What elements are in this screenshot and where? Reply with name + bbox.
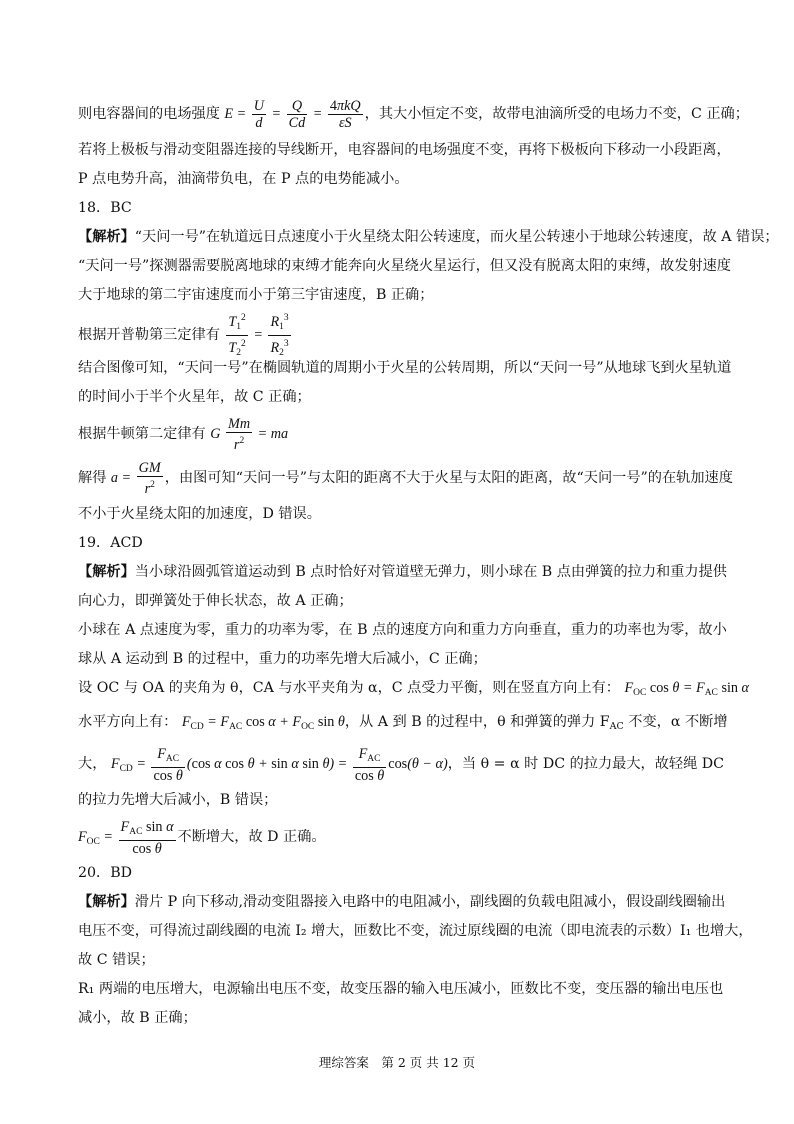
text-line: 设 OC 与 OA 的夹角为 θ，CA 与水平夹角为 α，C 点受力平衡，则在竖直方向上有： $F_{OC}$ $\cos \theta = F_{AC}$ sin α — [78, 680, 749, 698]
text-line: 解得 a = $\frac{GM}{r^2}$ ，由图可知“天问一号”与太阳的距离不大于火星与太阳的距离，故“天问一号”的在轨加速度 — [78, 460, 733, 498]
formula-oc-force: $F_{OC}$ = $\frac{F_{AC} \sin \alpha}{\text{cos θ}}$ — [78, 818, 174, 857]
text-line: 【解析】“天问一号”在轨道远日点速度小于火星绕太阳公转速度，而火星公转速小于地球公转速度，故 A 错误； — [78, 229, 779, 245]
page-footer: 理综答案 第 2 页 共 12 页 — [318, 1055, 476, 1070]
formula-acceleration: a = $\frac{GM}{r^2}$ — [110, 460, 161, 498]
question-number: 20．BD — [78, 865, 133, 881]
text-line: $F_{OC}$ = $\frac{F_{AC} \sin \alpha}{\text{cos θ}}$ 不断增大，故 D 正确。 — [78, 818, 326, 857]
text-line: 大， $F_{CD}$ = $\frac{F_{AC}}{\text{cos θ}}$ (cos α cos θ + sin α sin θ) = $\frac{F_{AC}}{\text{cos θ}}$ cos(θ − α)，当 θ = α 时 DC 的拉力最大，故轻绳 DC — [78, 745, 725, 784]
formula-newton: G $\frac{Mm}{r^2}$ = ma — [210, 416, 289, 454]
formula-field-strength: E = $\frac{U}{d}$ = $\frac{Q}{Cd}$ = $\frac{\text{4πkQ}}{\varepsilon S}$ — [224, 98, 361, 132]
text-line: R₁ 两端的电压增大，电源输出电压不变，故变压器的输入电压减小，匝数比不变，变压器的输出电压也 — [78, 981, 724, 997]
text-line: 的拉力先增大后减小，B 错误； — [78, 792, 278, 808]
text-line: 不小于火星绕太阳的加速度，D 错误。 — [78, 506, 321, 522]
text-line: 根据牛顿第二定律有 G $\frac{Mm}{r^2}$ = ma — [78, 416, 289, 454]
text-line: 电压不变，可得流过副线圈的电流 I₂ 增大，匝数比不变，流过原线圈的电流（即电流表的示数）I₁ 也增大， — [78, 923, 753, 939]
formula-vertical-balance: $F_{OC}$ $\cos \theta = F_{AC}$ sin α — [624, 680, 749, 698]
text-line: 的时间小于半个火星年，故 C 正确； — [78, 389, 311, 405]
answer-page — [78, 92, 779, 1033]
question-number: 19．ACD — [78, 535, 143, 551]
text-line: 根据开普勒第三定律有 $\frac{T_1^2}{T_2^2}$ = $\frac{R_1^3}{R_2^3}$ — [78, 310, 726, 354]
text-line: 故 C 错误； — [78, 952, 155, 968]
text-line: 【解析】当小球沿圆弧管道运动到 B 点时恰好对管道壁无弹力，则小球在 B 点由弹簧的拉力和重力提供 — [78, 564, 727, 580]
text-line: 若将上极板与滑动变阻器连接的导线断开，电容器间的电场强度不变，再将下极板向下移动一小段距离， — [78, 142, 731, 158]
text-line: “天问一号”探测器需要脱离地球的束缚才能奔向火星绕火星运行，但又没有脱离太阳的束缚，故发射速度 — [78, 258, 731, 274]
text-line: 向心力，即弹簧处于伸长状态，故 A 正确； — [78, 593, 353, 609]
analysis-marker: 【解析】 — [78, 564, 135, 580]
text-line: 球从 A 运动到 B 的过程中，重力的功率先增大后减小，C 正确； — [78, 651, 487, 667]
text-line: 水平方向上有： $F_{CD} = F_{AC}$ $\cos \alpha + F_{OC}$ sin θ，从 A 到 B 的过程中，θ 和弹簧的弹力 $F_{AC}$ 不变，α 不断增 — [78, 714, 728, 732]
formula-kepler: $\frac{T_1^2}{T_2^2}$ = $\frac{R_1^3}{R_2^3}$ — [224, 327, 292, 343]
formula-horizontal-balance: $F_{CD} = F_{AC}$ $\cos \alpha + F_{OC}$ sin θ — [181, 714, 345, 732]
text-line: 大于地球的第二宇宙速度而小于第三宇宙速度，B 正确； — [78, 287, 434, 303]
analysis-marker: 【解析】 — [78, 894, 135, 910]
formula-cd-tension: $F_{CD}$ = $\frac{F_{AC}}{\text{cos θ}}$ (cos α cos θ + sin α sin θ) = $\frac{F_{AC}}{\text{cos θ}}$ cos(θ − α) — [110, 745, 448, 784]
text-line: P 点电势升高，油滴带负电，在 P 点的电势能减小。 — [78, 171, 409, 187]
text-line: 【解析】滑片 P 向下移动,滑动变阻器接入电路中的电阻减小，副线圈的负载电阻减小，假设副线圈输出 — [78, 894, 726, 910]
question-number: 18．BC — [78, 200, 132, 216]
text-line: 小球在 A 点速度为零，重力的功率为零，在 B 点的速度方向和重力方向垂直，重力的功率也为零，故小 — [78, 622, 727, 638]
analysis-marker: 【解析】 — [78, 229, 135, 245]
text-line: 结合图像可知，“天问一号”在椭圆轨道的周期小于火星的公转周期，所以“天问一号”从地球飞到火星轨道 — [78, 360, 732, 376]
text-line: 则电容器间的电场强度 E = $\frac{U}{d}$ = $\frac{Q}{Cd}$ = $\frac{\text{4πkQ}}{\varepsilon S}$ ，其大小恒定不变，故带电油滴所受的电场力不变，C 正确； — [78, 98, 749, 132]
text-line: 减小，故 B 正确； — [78, 1010, 197, 1026]
